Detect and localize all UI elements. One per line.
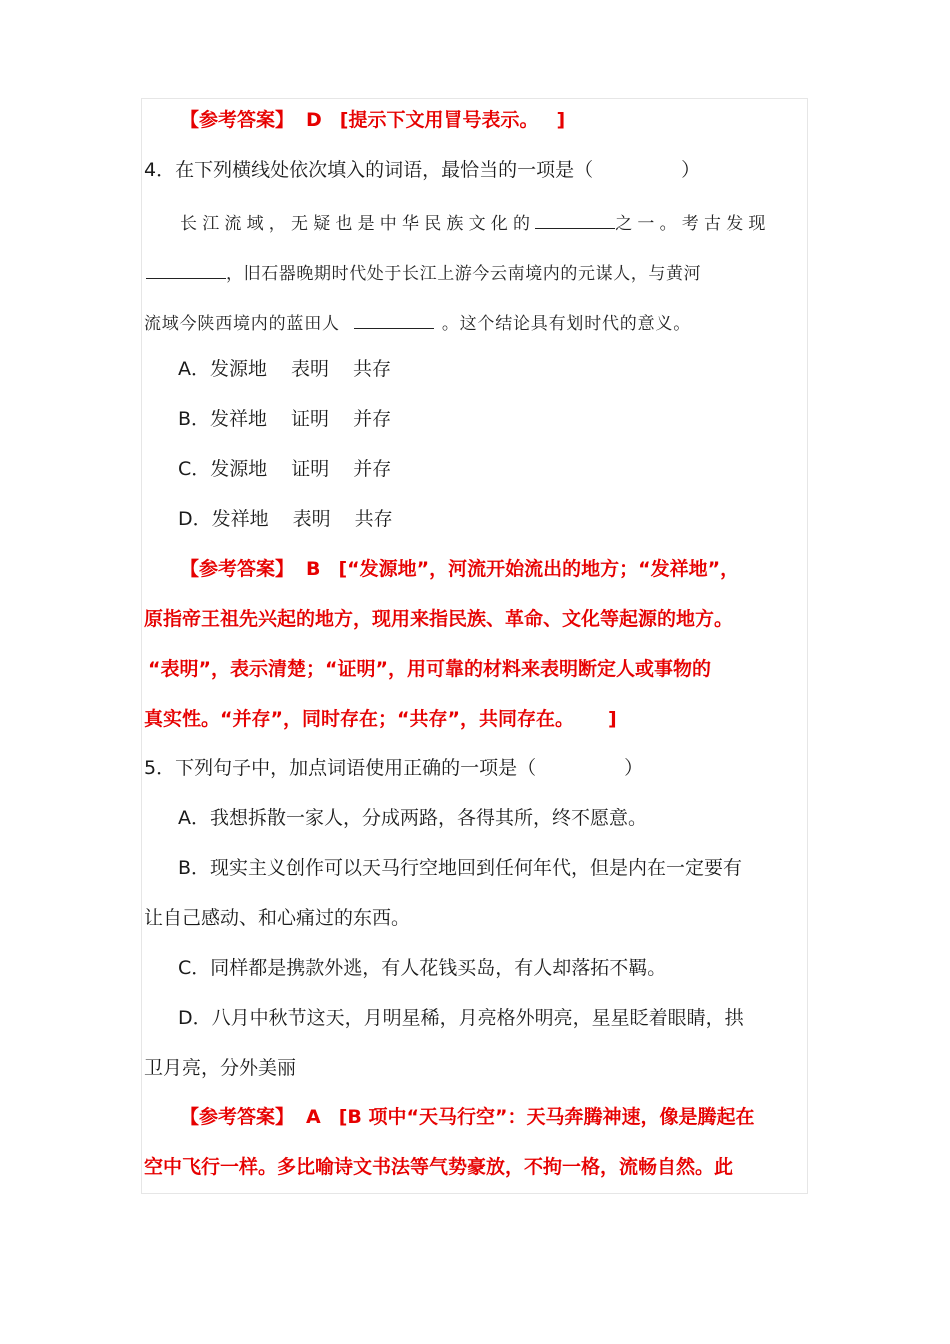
q4-option-a: A．发源地 表明 共存 bbox=[178, 358, 392, 380]
answer-choice: D bbox=[306, 109, 322, 131]
answer-choice: A bbox=[306, 1106, 321, 1128]
q4-option-d: D．发祥地 表明 共存 bbox=[178, 508, 393, 530]
q4-passage-line-1: 长江流域，无疑也是中华民族文化的 之一。考古发现 bbox=[180, 210, 771, 237]
q4-option-b: B．发祥地 证明 并存 bbox=[178, 408, 392, 430]
q5-option-a: A．我想拆散一家人，分成两路，各得其所，终不愿意。 bbox=[178, 807, 647, 829]
answer-note: [提示下文用冒号表示。 bbox=[339, 109, 539, 131]
q4-answer-line-2: 原指帝王祖先兴起的地方，现用来指民族、革命、文化等起源的地方。 bbox=[144, 608, 734, 630]
q5-answer-line-2: 空中飞行一样。多比喻诗文书法等气势豪放，不拘一格，流畅自然。此 bbox=[144, 1156, 734, 1178]
q4-passage-line-2: ，旧石器晚期时代处于长江上游今云南境内的元谋人，与黄河 bbox=[146, 260, 701, 287]
answer-label: 【参考答案】 bbox=[180, 1106, 295, 1128]
q4-stem: 4．在下列横线处依次填入的词语，最恰当的一项是（ ） bbox=[144, 159, 701, 181]
q5-option-b-line-1: B．现实主义创作可以天马行空地回到任何年代，但是内在一定要有 bbox=[178, 857, 743, 879]
q4-passage-line-3: 流域今陕西境内的蓝田人 。这个结论具有划时代的意义。 bbox=[144, 310, 691, 337]
q5-option-d-line-2: 卫月亮，分外美丽 bbox=[144, 1057, 297, 1079]
answer-label: 【参考答案】 bbox=[180, 558, 295, 580]
q5-option-c: C．同样都是携款外逃，有人花钱买岛，有人却落拓不羁。 bbox=[178, 957, 667, 979]
q3-answer bbox=[180, 107, 565, 133]
q5-answer-line-1: 【参考答案】 A [B 项中“天马行空”：天马奔腾神速，像是腾起在 bbox=[180, 1106, 755, 1128]
q4-answer-line-3: “表明”，表示清楚；“证明”，用可靠的材料来表明断定人或事物的 bbox=[148, 658, 711, 680]
answer-choice: B bbox=[306, 558, 321, 580]
q5-option-b-line-2: 让自己感动、和心痛过的东西。 bbox=[144, 907, 411, 929]
q4-answer-line-1: 【参考答案】 B [“发源地”，河流开始流出的地方；“发祥地”， bbox=[180, 558, 740, 580]
fill-blank-1 bbox=[535, 210, 615, 229]
q5-stem: 5．下列句子中，加点词语使用正确的一项是（ ） bbox=[144, 757, 644, 779]
q4-answer-line-4: 真实性。“并存”，同时存在；“共存”，共同存在。 ] bbox=[144, 708, 617, 730]
q4-option-c: C．发源地 证明 并存 bbox=[178, 458, 392, 480]
answer-close: ] bbox=[556, 109, 566, 131]
answer-label: 【参考答案】 bbox=[180, 109, 295, 131]
fill-blank-3 bbox=[354, 310, 434, 329]
q5-option-d-line-1: D．八月中秋节这天，月明星稀，月亮格外明亮，星星眨着眼睛，拱 bbox=[178, 1007, 744, 1029]
fill-blank-2 bbox=[146, 260, 226, 279]
